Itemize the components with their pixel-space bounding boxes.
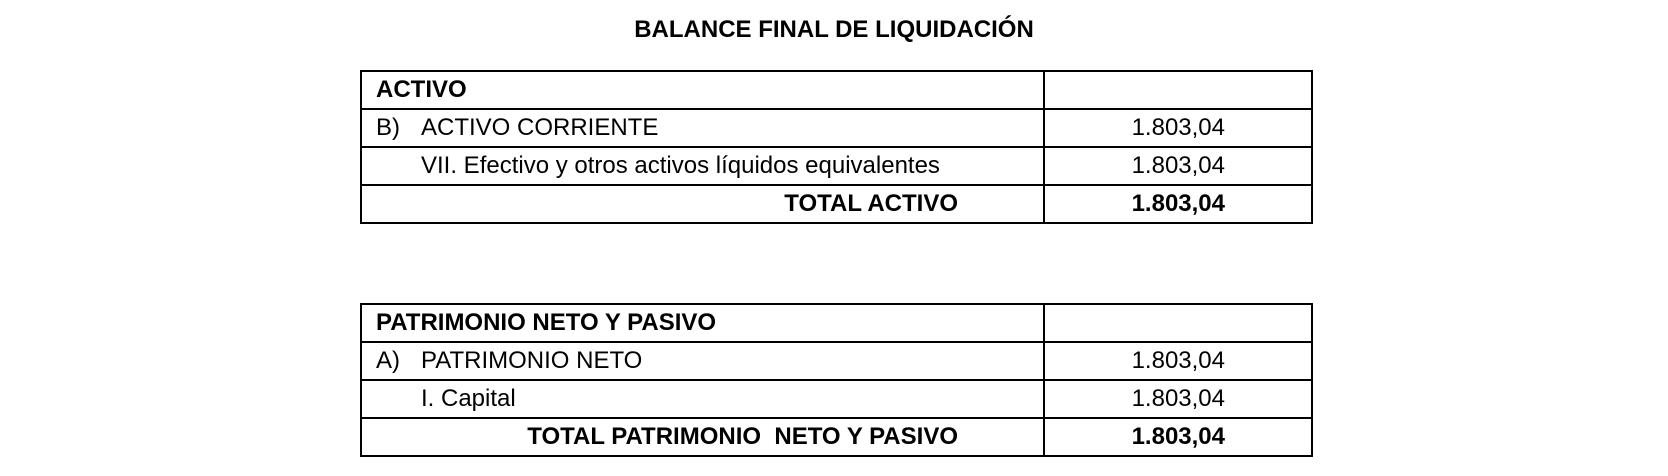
pasivo-total-row — [361, 418, 1312, 456]
activo-item-row — [361, 147, 1312, 185]
activo-item-amount: 1.803,04 — [1044, 147, 1312, 185]
activo-section-amount: 1.803,04 — [1044, 109, 1312, 147]
pasivo-item-row — [361, 380, 1312, 418]
pasivo-table — [360, 303, 1313, 457]
activo-total-label: TOTAL ACTIVO — [361, 185, 1044, 223]
activo-header-row — [361, 71, 1312, 109]
activo-section-code: B) — [376, 114, 400, 141]
activo-section-cell — [361, 109, 1044, 147]
pasivo-item-amount: 1.803,04 — [1044, 380, 1312, 418]
pasivo-section-cell — [361, 342, 1044, 380]
pasivo-header-row — [361, 304, 1312, 342]
activo-header-amount-cell — [1044, 71, 1312, 109]
page-title: BALANCE FINAL DE LIQUIDACIÓN — [634, 16, 1034, 43]
activo-total-row — [361, 185, 1312, 223]
pasivo-section-code: A) — [376, 347, 400, 374]
pasivo-item-label: I. Capital — [361, 380, 1044, 418]
pasivo-section-amount: 1.803,04 — [1044, 342, 1312, 380]
pasivo-total-amount: 1.803,04 — [1044, 418, 1312, 456]
activo-table — [360, 70, 1313, 224]
pasivo-header-amount-cell — [1044, 304, 1312, 342]
pasivo-section-row — [361, 342, 1312, 380]
activo-section-label: ACTIVO CORRIENTE — [421, 114, 659, 141]
pasivo-total-label: TOTAL PATRIMONIO NETO Y PASIVO — [361, 418, 1044, 456]
pasivo-header: PATRIMONIO NETO Y PASIVO — [361, 304, 1044, 342]
activo-item-label: VII. Efectivo y otros activos líquidos equivalentes — [361, 147, 1044, 185]
activo-total-amount: 1.803,04 — [1044, 185, 1312, 223]
activo-section-row — [361, 109, 1312, 147]
activo-header: ACTIVO — [361, 71, 1044, 109]
pasivo-section-label: PATRIMONIO NETO — [421, 347, 643, 374]
